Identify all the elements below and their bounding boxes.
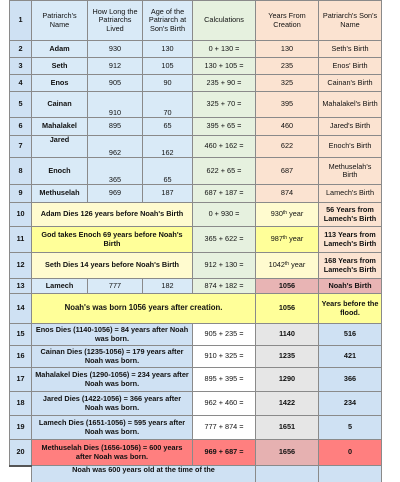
son-name: Jared's Birth (319, 118, 382, 136)
death-row (10, 440, 382, 466)
death-year: 1656 (256, 440, 319, 466)
footer-cell (319, 466, 382, 482)
year-ordinal: th (282, 210, 288, 217)
calculation: 895 + 395 = (193, 368, 256, 392)
row-number: 13 (10, 279, 32, 294)
years-from-creation: 130 (256, 41, 319, 58)
son-name: Enoch's Birth (319, 136, 382, 158)
row-number: 4 (10, 75, 32, 92)
year-word: year (289, 260, 306, 270)
years-from-creation: 1056 (256, 279, 319, 294)
years-from-creation: 395 (256, 92, 319, 118)
son-name: Cainan's Birth (319, 75, 382, 92)
age-at-son-birth: 187 (143, 185, 193, 203)
row-number: 16 (10, 346, 32, 368)
calculation: 460 + 162 = (193, 136, 256, 158)
lifespan: 905 (88, 75, 143, 92)
footer-cell (256, 466, 319, 482)
year-number: 987 (270, 234, 283, 244)
row-number: 5 (10, 92, 32, 118)
death-row (10, 392, 382, 416)
age-at-son-birth: 182 (143, 279, 193, 294)
table-row (10, 118, 382, 136)
death-row (10, 324, 382, 346)
row-number: 8 (10, 158, 32, 185)
age-at-son-birth: 65 (143, 158, 193, 185)
son-name: Noah's Birth (319, 279, 382, 294)
row-number: 2 (10, 41, 32, 58)
header-son-name: Patriarch's Son's Name (319, 1, 382, 41)
event-row (10, 203, 382, 227)
son-name: Seth's Birth (319, 41, 382, 58)
row-number: 19 (10, 416, 32, 440)
row-number: 12 (10, 253, 32, 279)
row-number: 17 (10, 368, 32, 392)
row-number: 9 (10, 185, 32, 203)
years-from-creation: 687 (256, 158, 319, 185)
event-text: God takes Enoch 69 years before Noah's Birth (32, 227, 193, 253)
death-text: Enos Dies (1140-1056) = 84 years after Noah was born. (32, 324, 193, 346)
year-word: year (287, 234, 304, 244)
lifespan: 895 (88, 118, 143, 136)
death-year: 1290 (256, 368, 319, 392)
death-year: 1235 (256, 346, 319, 368)
patriarch-name: Enos (32, 75, 88, 92)
event-note: 56 Years from Lamech's Birth (319, 203, 382, 227)
son-name: Methuselah's Birth (319, 158, 382, 185)
event-year (256, 203, 319, 227)
calculation: 235 + 90 = (193, 75, 256, 92)
event-text: Adam Dies 126 years before Noah's Birth (32, 203, 193, 227)
event-row (10, 227, 382, 253)
years-from-creation: 874 (256, 185, 319, 203)
noah-born-years: 1056 (256, 294, 319, 324)
years-before-flood: 421 (319, 346, 382, 368)
calculation: 969 + 687 = (193, 440, 256, 466)
row-number: 10 (10, 203, 32, 227)
patriarch-name: Lamech (32, 279, 88, 294)
table-row (10, 279, 382, 294)
patriarch-name: Seth (32, 58, 88, 75)
son-name: Enos' Birth (319, 58, 382, 75)
year-number: 930 (270, 209, 283, 219)
footer-row (10, 466, 382, 482)
calculation: 365 + 622 = (193, 227, 256, 253)
event-note: 113 Years from Lamech's Birth (319, 227, 382, 253)
calculation: 910 + 325 = (193, 346, 256, 368)
calculation: 912 + 130 = (193, 253, 256, 279)
row-number: 6 (10, 118, 32, 136)
header-years-from-creation: Years From Creation (256, 1, 319, 41)
header-lifespan: How Long the Patriarchs Lived (88, 1, 143, 41)
death-row (10, 416, 382, 440)
death-text: Mahalakel Dies (1290-1056) = 234 years after Noah was born. (32, 368, 193, 392)
patriarch-name: Adam (32, 41, 88, 58)
row-number: 14 (10, 294, 32, 324)
death-row (10, 368, 382, 392)
years-before-flood: 234 (319, 392, 382, 416)
age-at-son-birth: 162 (143, 136, 193, 158)
age-at-son-birth: 65 (143, 118, 193, 136)
calculation: 395 + 65 = (193, 118, 256, 136)
lifespan: 910 (88, 92, 143, 118)
age-at-son-birth: 130 (143, 41, 193, 58)
lifespan: 930 (88, 41, 143, 58)
year-ordinal: th (284, 261, 290, 268)
age-at-son-birth: 90 (143, 75, 193, 92)
calculation: 0 + 130 = (193, 41, 256, 58)
calculation: 130 + 105 = (193, 58, 256, 75)
patriarchs-table (9, 0, 382, 482)
event-year (256, 227, 319, 253)
patriarch-name: Enoch (32, 158, 88, 185)
years-from-creation: 622 (256, 136, 319, 158)
year-number: 1042 (268, 260, 285, 270)
death-text: Jared Dies (1422-1056) = 366 years after Noah was born. (32, 392, 193, 416)
footer-blank (10, 466, 32, 482)
son-name: Lamech's Birth (319, 185, 382, 203)
patriarch-name: Methuselah (32, 185, 88, 203)
noah-born-text: Noah's was born 1056 years after creation. (32, 294, 256, 324)
table-row (10, 92, 382, 118)
row-number: 18 (10, 392, 32, 416)
header-row (10, 1, 382, 41)
patriarch-name: Cainan (32, 92, 88, 118)
calculation: 962 + 460 = (193, 392, 256, 416)
years-before-flood: 5 (319, 416, 382, 440)
patriarch-name: Jared (32, 136, 88, 158)
event-row (10, 253, 382, 279)
death-text: Methuselah Dies (1656-1056) = 600 years after Noah was born. (32, 440, 193, 466)
death-year: 1651 (256, 416, 319, 440)
header-patriarch-name: Patriarch's Name (32, 1, 88, 41)
table-row (10, 41, 382, 58)
death-year: 1140 (256, 324, 319, 346)
death-text: Cainan Dies (1235-1056) = 179 years after Noah was born. (32, 346, 193, 368)
row-number: 11 (10, 227, 32, 253)
calculation: 874 + 182 = (193, 279, 256, 294)
calculation: 325 + 70 = (193, 92, 256, 118)
year-word: year (287, 209, 304, 219)
years-before-flood: 366 (319, 368, 382, 392)
header-calculations: Calculations (193, 1, 256, 41)
death-text: Lamech Dies (1651-1056) = 595 years after Noah was born. (32, 416, 193, 440)
calculation: 905 + 235 = (193, 324, 256, 346)
calculation: 687 + 187 = (193, 185, 256, 203)
years-before-flood: 516 (319, 324, 382, 346)
table-row (10, 136, 382, 158)
years-before-flood-header: Years before the flood. (319, 294, 382, 324)
years-from-creation: 235 (256, 58, 319, 75)
event-text: Seth Dies 14 years before Noah's Birth (32, 253, 193, 279)
years-from-creation: 325 (256, 75, 319, 92)
footer-text: Noah was 600 years old at the time of the (32, 466, 256, 482)
table-row (10, 185, 382, 203)
table-row (10, 58, 382, 75)
lifespan: 912 (88, 58, 143, 75)
years-before-flood: 0 (319, 440, 382, 466)
lifespan: 962 (88, 136, 143, 158)
table-row (10, 158, 382, 185)
lifespan: 969 (88, 185, 143, 203)
row-number: 15 (10, 324, 32, 346)
row-number: 20 (10, 440, 32, 466)
years-from-creation: 460 (256, 118, 319, 136)
event-year (256, 253, 319, 279)
table-row (10, 75, 382, 92)
calculation: 622 + 65 = (193, 158, 256, 185)
noah-born-row (10, 294, 382, 324)
son-name: Mahalakel's Birth (319, 92, 382, 118)
row-number: 7 (10, 136, 32, 158)
patriarch-name: Mahalakel (32, 118, 88, 136)
lifespan: 777 (88, 279, 143, 294)
year-ordinal: th (282, 235, 288, 242)
header-age-at-son-birth: Age of the Patriarch at Son's Birth (143, 1, 193, 41)
event-note: 168 Years from Lamech's Birth (319, 253, 382, 279)
death-row (10, 346, 382, 368)
age-at-son-birth: 70 (143, 92, 193, 118)
lifespan: 365 (88, 158, 143, 185)
death-year: 1422 (256, 392, 319, 416)
age-at-son-birth: 105 (143, 58, 193, 75)
calculation: 777 + 874 = (193, 416, 256, 440)
calculation: 0 + 930 = (193, 203, 256, 227)
row-number: 3 (10, 58, 32, 75)
row-number: 1 (10, 1, 32, 41)
